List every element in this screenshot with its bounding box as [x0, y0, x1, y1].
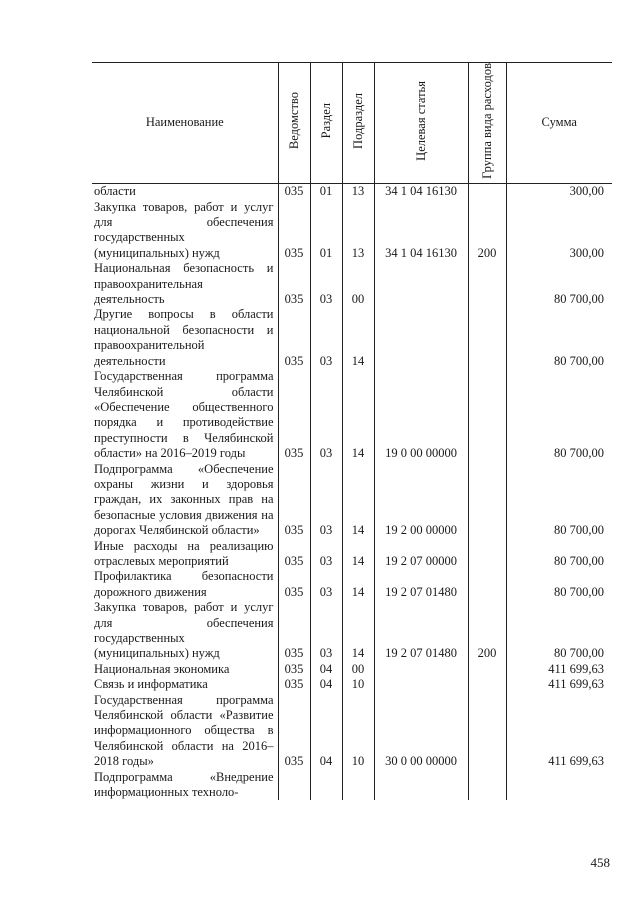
cell-razdel: 04 [310, 693, 342, 770]
cell-podrazdel: 10 [342, 677, 374, 692]
cell-group [468, 369, 506, 461]
cell-podrazdel [342, 770, 374, 801]
cell-razdel: 03 [310, 307, 342, 369]
cell-name: Подпрограмма «Внедрение информационных техноло- [92, 770, 278, 801]
header-razdel: Раздел [310, 63, 342, 184]
cell-podrazdel: 00 [342, 662, 374, 677]
cell-razdel: 03 [310, 462, 342, 539]
header-vedomstvo: Ведомство [278, 63, 310, 184]
cell-vedomstvo: 035 [278, 569, 310, 600]
table-row [92, 677, 612, 692]
cell-podrazdel: 00 [342, 261, 374, 307]
table-row [92, 600, 612, 662]
header-podrazdel: Подраздел [342, 63, 374, 184]
cell-sum: 300,00 [506, 184, 612, 200]
cell-podrazdel: 14 [342, 600, 374, 662]
cell-target [374, 662, 468, 677]
cell-target: 19 2 07 00000 [374, 539, 468, 570]
cell-name: Связь и информатика [92, 677, 278, 692]
cell-name: Другие вопросы в области национальной безопасности и правоохранительной деятельности [92, 307, 278, 369]
cell-group [468, 693, 506, 770]
cell-target: 19 2 07 01480 [374, 569, 468, 600]
cell-name: Профилактика безопасности дорожного движения [92, 569, 278, 600]
cell-group [468, 770, 506, 801]
cell-target: 19 2 07 01480 [374, 600, 468, 662]
cell-razdel: 04 [310, 677, 342, 692]
cell-name: Закупка товаров, работ и услуг для обеспечения государственных (муниципальных) нужд [92, 200, 278, 262]
cell-target [374, 307, 468, 369]
cell-vedomstvo: 035 [278, 184, 310, 200]
cell-target: 30 0 00 00000 [374, 693, 468, 770]
table-row [92, 662, 612, 677]
cell-vedomstvo: 035 [278, 677, 310, 692]
cell-target [374, 677, 468, 692]
cell-group [468, 569, 506, 600]
table-row [92, 200, 612, 262]
cell-name: Государственная программа Челябинской области «Обеспечение общественного порядка и противодействие преступности в Челябинской области» на 2016–2019 годы [92, 369, 278, 461]
cell-razdel: 01 [310, 200, 342, 262]
cell-group [468, 677, 506, 692]
cell-group: 200 [468, 600, 506, 662]
cell-target: 19 2 00 00000 [374, 462, 468, 539]
header-target: Целевая статья [374, 63, 468, 184]
cell-razdel: 03 [310, 600, 342, 662]
table-row [92, 184, 612, 200]
cell-podrazdel: 14 [342, 307, 374, 369]
table-row [92, 462, 612, 539]
cell-name: Национальная экономика [92, 662, 278, 677]
cell-group: 200 [468, 200, 506, 262]
cell-vedomstvo: 035 [278, 369, 310, 461]
table-row [92, 539, 612, 570]
header-name: Наименование [92, 63, 278, 184]
cell-group [468, 462, 506, 539]
table-row [92, 261, 612, 307]
cell-podrazdel: 14 [342, 569, 374, 600]
cell-group [468, 261, 506, 307]
cell-sum: 300,00 [506, 200, 612, 262]
cell-razdel: 03 [310, 539, 342, 570]
cell-podrazdel: 13 [342, 184, 374, 200]
cell-vedomstvo: 035 [278, 462, 310, 539]
cell-podrazdel: 10 [342, 693, 374, 770]
cell-vedomstvo: 035 [278, 261, 310, 307]
cell-name: области [92, 184, 278, 200]
header-group: Группа вида расходов [468, 63, 506, 184]
cell-name: Государственная программа Челябинской области «Развитие информационного общества в Челябинской области на 2016–2018 годы» [92, 693, 278, 770]
page-number: 458 [590, 855, 610, 870]
table-row [92, 693, 612, 770]
cell-sum: 80 700,00 [506, 539, 612, 570]
cell-target: 34 1 04 16130 [374, 184, 468, 200]
cell-sum [506, 770, 612, 801]
table-header-row [92, 63, 612, 184]
cell-sum: 80 700,00 [506, 462, 612, 539]
cell-name: Закупка товаров, работ и услуг для обеспечения государственных (муниципальных) нужд [92, 600, 278, 662]
cell-vedomstvo: 035 [278, 693, 310, 770]
cell-sum: 80 700,00 [506, 569, 612, 600]
cell-razdel: 03 [310, 261, 342, 307]
cell-vedomstvo: 035 [278, 600, 310, 662]
cell-group [468, 184, 506, 200]
cell-vedomstvo: 035 [278, 662, 310, 677]
cell-name: Подпрограмма «Обеспечение охраны жизни и здоровья граждан, их законных прав на безопасные условия движения на дорогах Челябинской области» [92, 462, 278, 539]
cell-vedomstvo [278, 770, 310, 801]
cell-name: Национальная безопасность и правоохранительная деятельность [92, 261, 278, 307]
cell-sum: 411 699,63 [506, 693, 612, 770]
header-sum: Сумма [506, 63, 612, 184]
table-row [92, 369, 612, 461]
cell-podrazdel: 14 [342, 539, 374, 570]
cell-group [468, 539, 506, 570]
cell-group [468, 307, 506, 369]
cell-sum: 80 700,00 [506, 307, 612, 369]
cell-razdel: 01 [310, 184, 342, 200]
table-row [92, 307, 612, 369]
cell-vedomstvo: 035 [278, 307, 310, 369]
cell-target: 34 1 04 16130 [374, 200, 468, 262]
cell-razdel: 03 [310, 369, 342, 461]
cell-vedomstvo: 035 [278, 200, 310, 262]
cell-target: 19 0 00 00000 [374, 369, 468, 461]
cell-target [374, 770, 468, 801]
cell-group [468, 662, 506, 677]
cell-name: Иные расходы на реализацию отраслевых мероприятий [92, 539, 278, 570]
cell-sum: 411 699,63 [506, 677, 612, 692]
cell-sum: 80 700,00 [506, 600, 612, 662]
table-body [92, 184, 612, 801]
cell-razdel: 04 [310, 662, 342, 677]
cell-podrazdel: 14 [342, 462, 374, 539]
table-row [92, 569, 612, 600]
table-row [92, 770, 612, 801]
cell-sum: 80 700,00 [506, 261, 612, 307]
cell-podrazdel: 13 [342, 200, 374, 262]
cell-razdel: 03 [310, 569, 342, 600]
budget-table [92, 62, 612, 800]
cell-razdel [310, 770, 342, 801]
cell-sum: 411 699,63 [506, 662, 612, 677]
cell-vedomstvo: 035 [278, 539, 310, 570]
cell-podrazdel: 14 [342, 369, 374, 461]
cell-sum: 80 700,00 [506, 369, 612, 461]
cell-target [374, 261, 468, 307]
